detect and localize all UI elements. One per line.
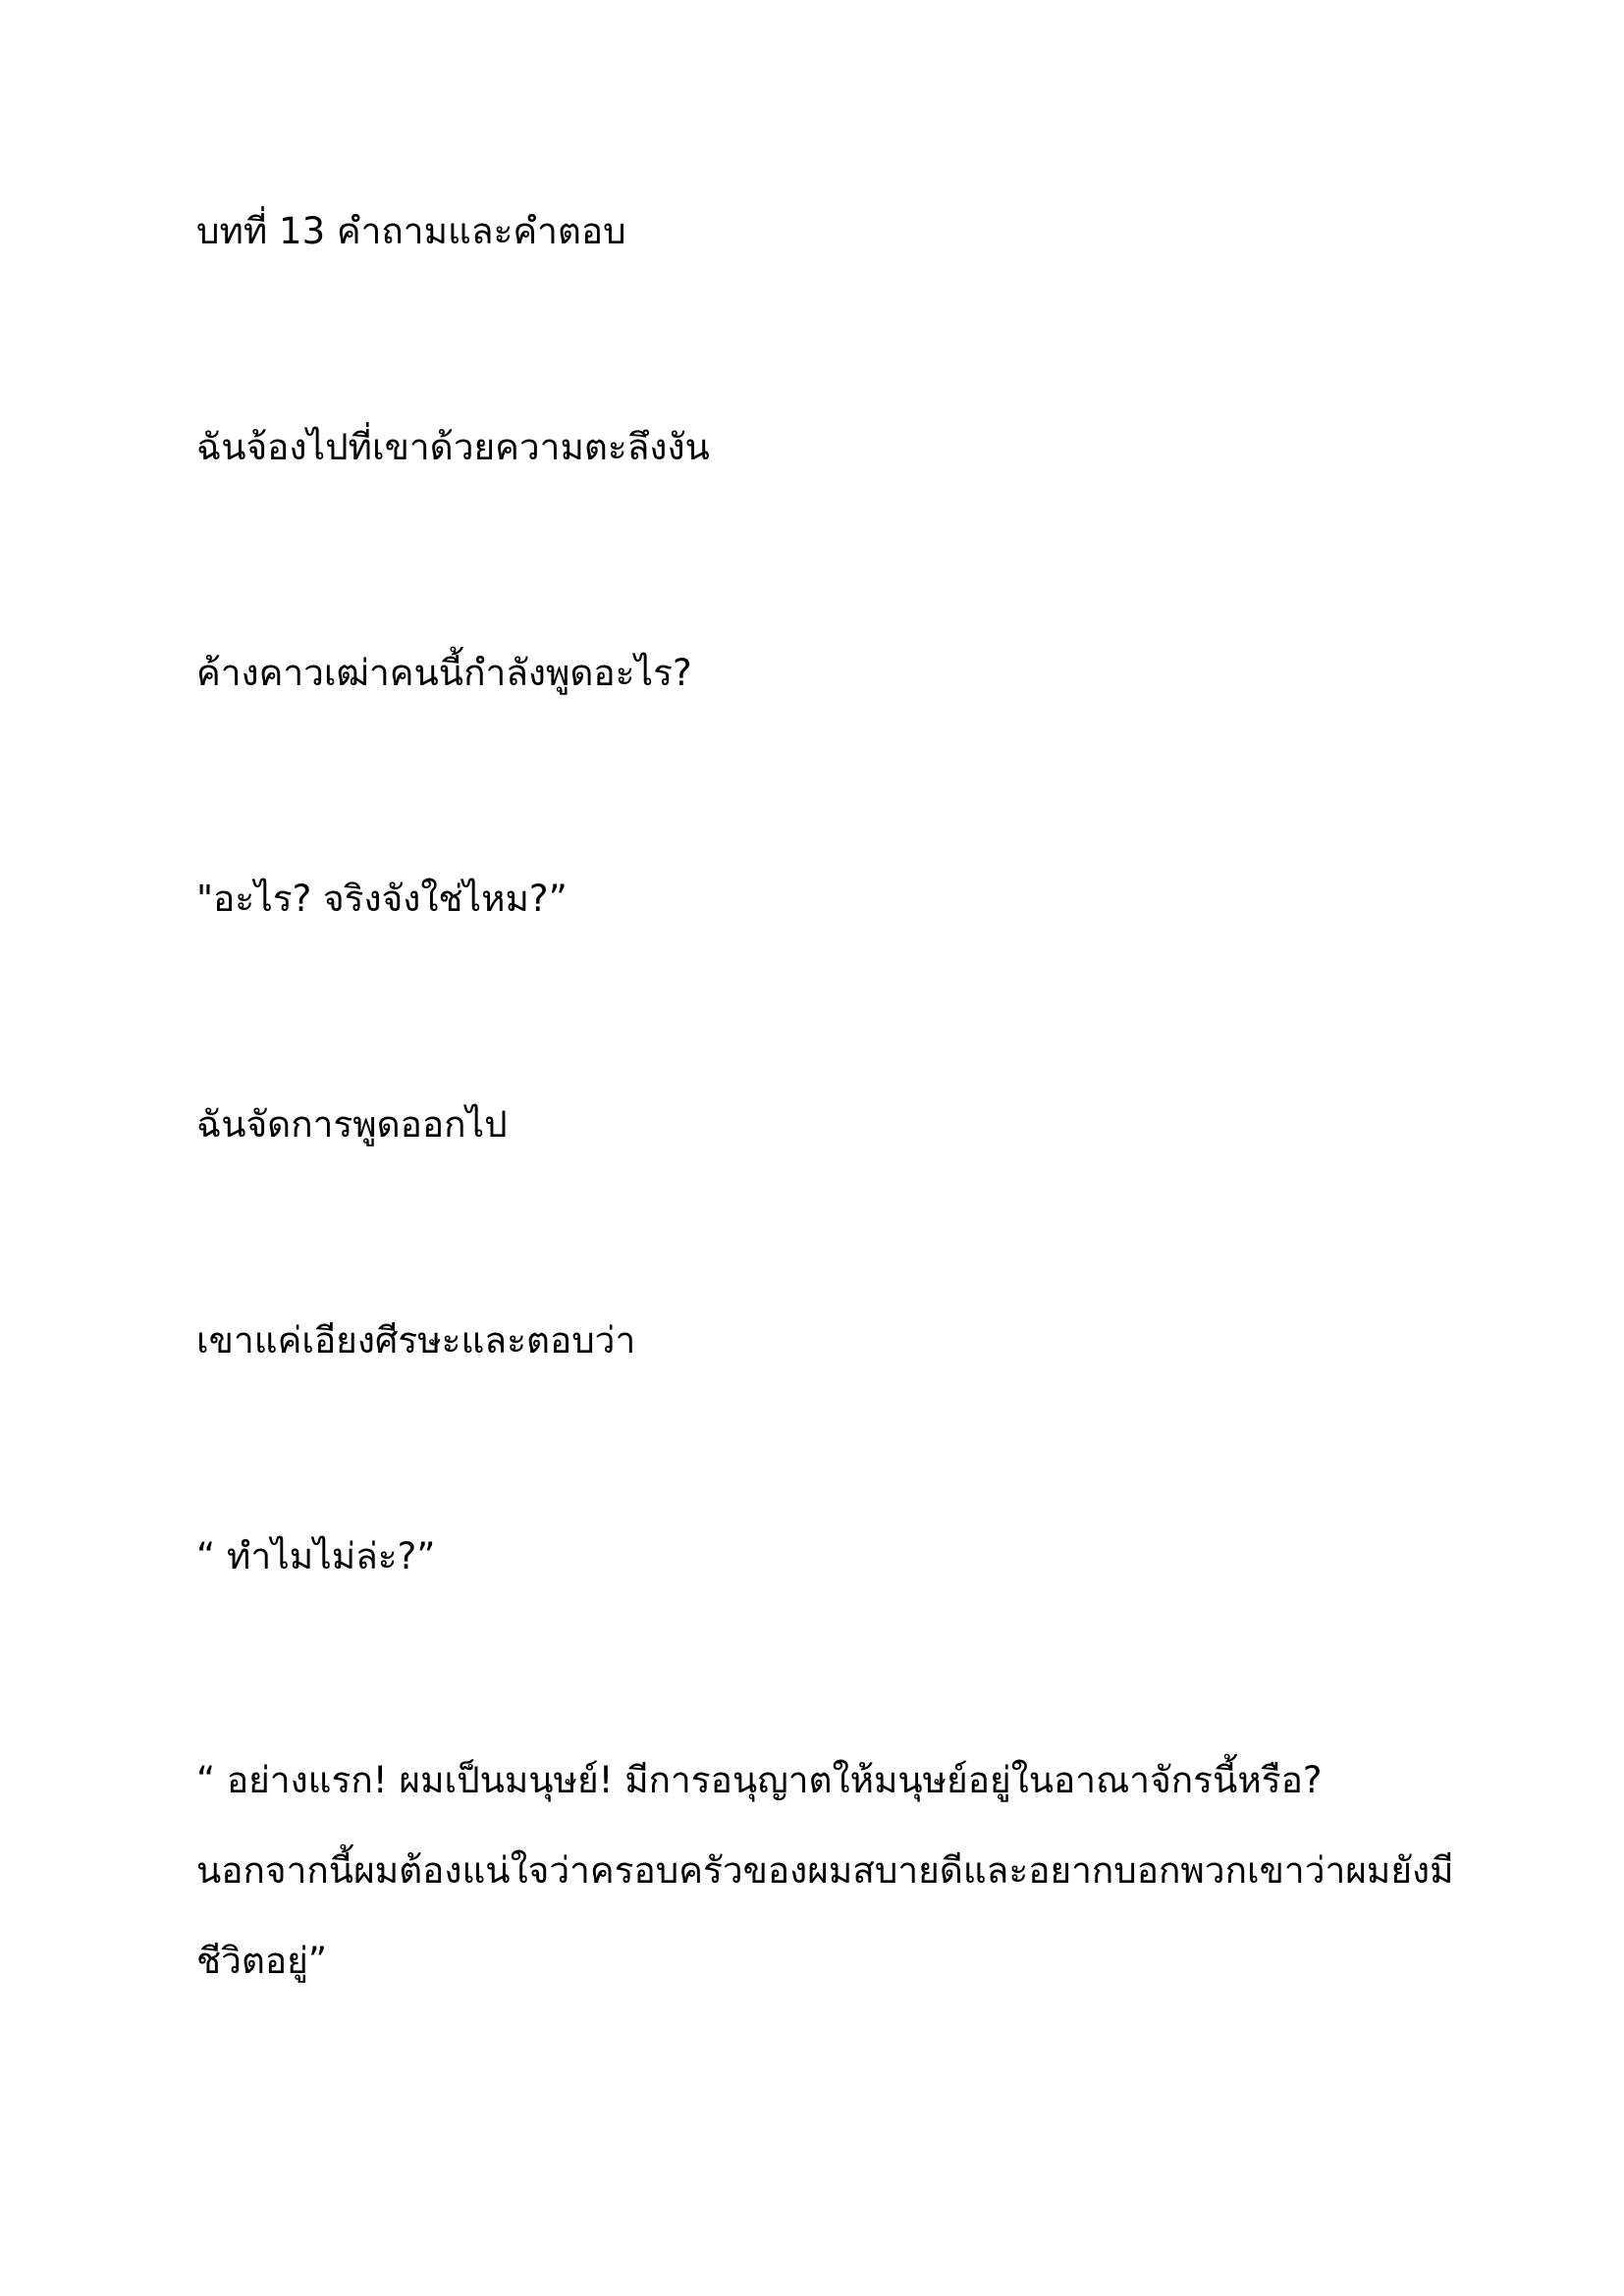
chapter-title: บทที่ 13 คำถามและคำตอบ [196,210,626,252]
paragraph: "อะไร? จริงจังใช่ไหม?” [196,878,568,920]
paragraph: ฉันจัดการพูดออกไป [196,1103,508,1146]
paragraph-line: ชีวิตอยู่” [196,1940,327,1982]
paragraph-line: “ อย่างแรก! ผมเป็นมนุษย์! มีการอนุญาตให้มนุษย์อยู่ในอาณาจักรนี้หรือ? [196,1759,1323,1801]
paragraph: “ ทำไมไม่ล่ะ?” [196,1535,436,1577]
paragraph: ค้างคาวเฒ่าคนนี้กำลังพูดอะไร? [196,652,692,694]
paragraph: เขาแค่เอียงศีรษะและตอบว่า [196,1319,636,1362]
paragraph-line: นอกจากนี้ผมต้องแน่ใจว่าครอบครัวของผมสบายดีและอยากบอกพวกเขาว่าผมยังมี [196,1849,1454,1892]
paragraph: ฉันจ้องไปที่เขาด้วยความตะลึงงัน [196,426,710,468]
paragraph-multiline [196,1735,1473,2006]
